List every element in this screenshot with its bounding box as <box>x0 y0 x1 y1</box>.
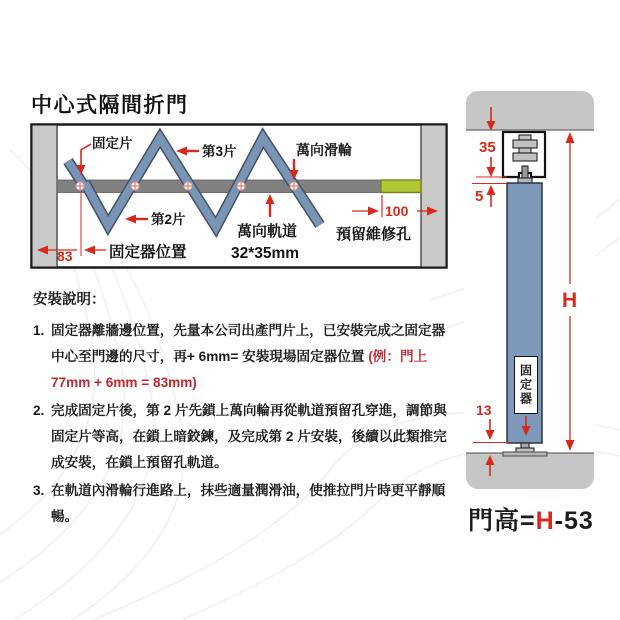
instruction-example-red: (例：門上77mm + 6mm = 83mm) <box>51 349 428 390</box>
formula-prefix: 門高= <box>468 507 536 535</box>
roller-wheel-lower <box>513 153 537 161</box>
page-title: 中心式隔間折門 <box>31 94 189 117</box>
dimH-value: H <box>562 289 578 312</box>
instruction-number: 3. <box>33 483 45 498</box>
track-name-label: 萬向軌道 <box>237 223 298 240</box>
floor <box>466 453 594 489</box>
roller-cross-marker <box>237 182 245 190</box>
instructions-heading: 安裝說明： <box>33 292 106 308</box>
guide-pin <box>521 443 529 448</box>
dim5-value: 5 <box>475 188 484 205</box>
guide-base-plate <box>503 452 547 456</box>
roller-top-cap <box>519 135 531 140</box>
roller-spacer <box>519 148 531 153</box>
dim35-value: 35 <box>479 139 496 156</box>
door-height-formula <box>468 501 594 537</box>
roller-wheel-upper <box>513 140 537 148</box>
door-section-diagram <box>463 88 597 492</box>
instruction-item <box>33 398 449 476</box>
panel2-label: 第2片 <box>151 212 186 227</box>
installation-instructions <box>33 287 449 532</box>
dim100-value: 100 <box>385 203 409 219</box>
maintenance-hole-segment <box>381 180 421 193</box>
instruction-item <box>33 478 449 530</box>
panel3-label: 第3片 <box>202 144 237 159</box>
instruction-text: 完成固定片後，第 2 片先鎖上萬向輪再從軌道預留孔穿進，調節與固定片等高，在鎖上暗鉸鍊，及完成第 2 片安裝，後續以此類推完成安裝，在鎖上預留孔軌道。 <box>51 403 447 470</box>
wall-left <box>33 126 58 267</box>
dim13-value: 13 <box>476 402 492 418</box>
fixer-label: 固定器 <box>514 356 538 414</box>
roller-cross-marker <box>131 182 139 190</box>
wall-right <box>421 126 446 267</box>
universal-roller-label: 萬向滑輪 <box>296 142 352 158</box>
formula-h: H <box>535 507 555 535</box>
instruction-number: 2. <box>33 403 45 418</box>
fixer-position-label: 固定器位置 <box>109 244 187 261</box>
ceiling <box>466 91 594 130</box>
roller-cross-marker <box>290 182 298 190</box>
instruction-text: 在軌道內滑輪行進路上，抹些適量潤滑油，使推拉門片時更平靜順暢。 <box>51 483 446 524</box>
maintenance-hole-label: 預留維修孔 <box>336 226 412 243</box>
formula-suffix: -53 <box>554 507 594 535</box>
dim83-value: 83 <box>57 248 73 264</box>
track-size-label: 32*35mm <box>231 245 300 262</box>
instruction-number: 1. <box>33 323 45 338</box>
instruction-text: 固定器離牆邊位置，先量本公司出產門片上，已安裝完成之固定器中心至門邊的尺寸，再+ 6mm= 安裝現場固定器位置 <box>51 323 446 364</box>
roller-cross-marker <box>184 182 192 190</box>
folding-door-plan-diagram <box>30 123 448 269</box>
instruction-item <box>33 318 449 396</box>
roller-cross-marker <box>76 182 84 190</box>
fixing-piece-label: 固定片 <box>92 136 133 151</box>
